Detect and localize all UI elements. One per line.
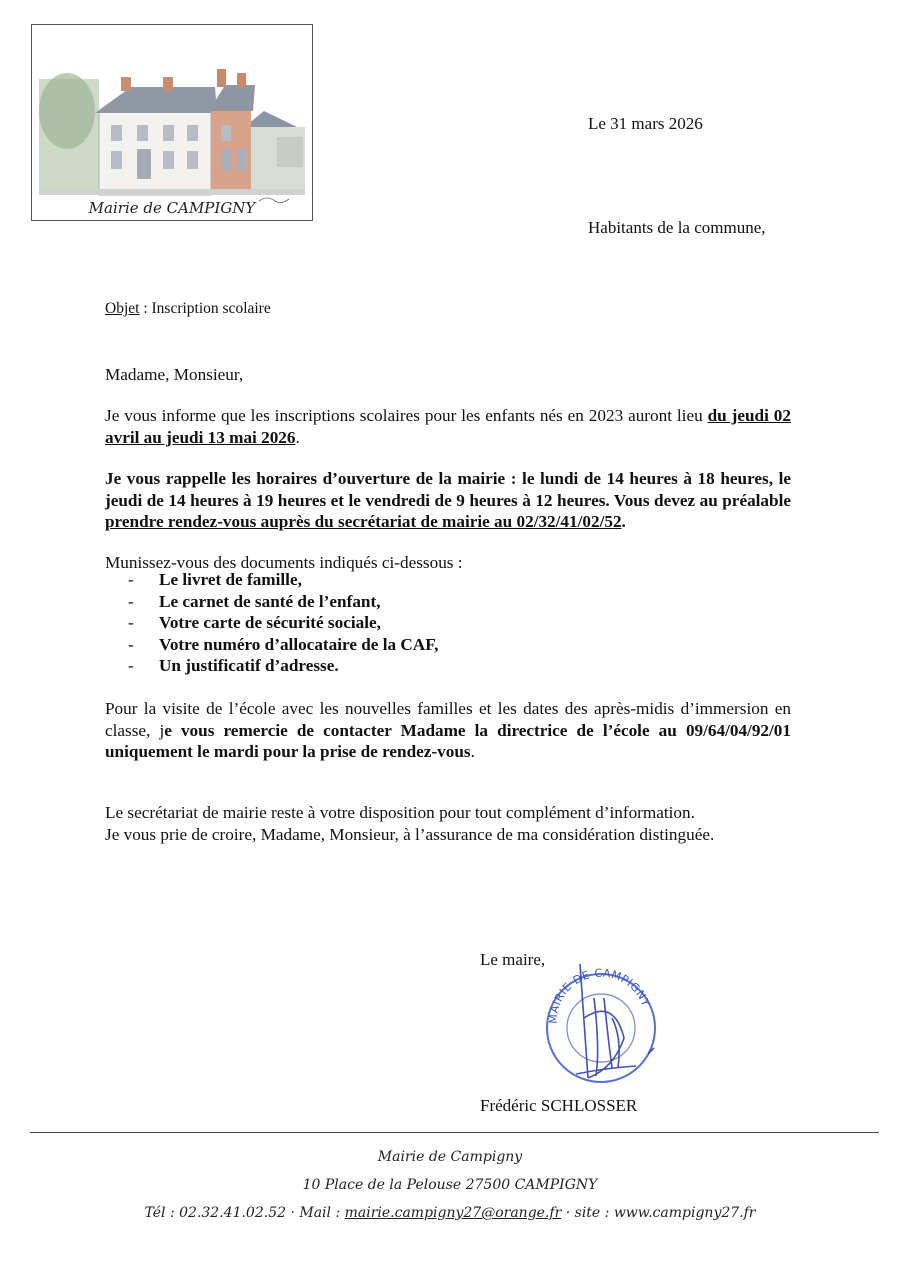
footer-tel: Tél : 02.32.41.02.52 · Mail : (144, 1205, 345, 1221)
svg-text:MAIRIE DE CAMPIGNY (547, 967, 653, 1024)
school-visit-end: . (470, 742, 475, 761)
list-item: - Votre carte de sécurité sociale, (128, 612, 438, 634)
subject-separator: : (139, 300, 152, 317)
footer-email-link[interactable]: mairie.campigny27@orange.fr (344, 1205, 562, 1221)
school-visit-text: Pour la visite de l’école avec les nouvelles familles et les dates des après-midis d’immersion en classe, j (105, 699, 791, 740)
official-stamp (536, 958, 666, 1088)
footer-name: Mairie de Campigny (377, 1149, 523, 1165)
appointment-phone: prendre rendez-vous auprès du secrétariat de mairie au 02/32/41/02/52 (105, 512, 622, 531)
footer-site[interactable]: · site : www.campigny27.fr (561, 1205, 756, 1221)
subject-label: Objet (105, 300, 140, 317)
closing-line-2: Je vous prie de croire, Madame, Monsieur, à l’assurance de ma considération distinguée. (105, 825, 715, 844)
list-item: - Le livret de famille, (128, 569, 438, 591)
registration-end: . (295, 427, 300, 447)
list-item: - Votre numéro d’allocataire de la CAF, (128, 634, 438, 656)
registration-dates: du jeudi 02 avril au jeudi 13 mai 2026 (105, 406, 791, 447)
stamp-text: MAIRIE DE CAMPIGNY (546, 966, 653, 1024)
list-item: - Le carnet de santé de l’enfant, (128, 591, 438, 613)
signer-name: Frédéric SCHLOSSER (480, 1096, 638, 1115)
greeting: Madame, Monsieur, (105, 365, 244, 384)
signoff: Le maire, (480, 950, 546, 969)
list-item: - Un justificatif d’adresse. (128, 655, 438, 677)
paragraph-school-visit (105, 698, 791, 763)
paragraph-opening-hours (105, 468, 791, 533)
opening-hours-end: . (621, 512, 626, 531)
school-visit-contact: e vous remercie de contacter Madame la directrice de l’école au 09/64/04/92/01 uniquement le mardi pour la prise de rendez-vous (105, 720, 791, 761)
subject-line (105, 300, 271, 318)
opening-hours-text: Je vous rappelle les horaires d’ouverture de la mairie : le lundi de 14 heures à 18 heures, le jeudi de 14 heures à 19 heures et le vendredi de 9 heures à 12 heures. Vous devez au préalable (105, 469, 791, 510)
logo-caption: Mairie de CAMPIGNY (88, 199, 256, 217)
paragraph-registration-dates (105, 405, 791, 448)
town-hall-illustration (39, 39, 305, 217)
footer-divider (30, 1132, 879, 1133)
closing-line-1: Le secrétariat de mairie reste à votre disposition pour tout complément d’information. (105, 803, 695, 822)
subject-text: Inscription scolaire (151, 300, 271, 317)
footer-contact (0, 1205, 900, 1221)
footer-address: 10 Place de la Pelouse 27500 CAMPIGNY (302, 1177, 598, 1193)
registration-intro: Je vous informe que les inscriptions scolaires pour les enfants nés en 2023 auront lieu (105, 406, 708, 425)
letter-date: Le 31 mars 2026 (588, 114, 703, 133)
documents-intro: Munissez-vous des documents indiqués ci-dessous : (105, 553, 463, 572)
recipient: Habitants de la commune, (588, 218, 766, 237)
town-hall-logo (31, 24, 313, 221)
documents-list (128, 569, 438, 677)
